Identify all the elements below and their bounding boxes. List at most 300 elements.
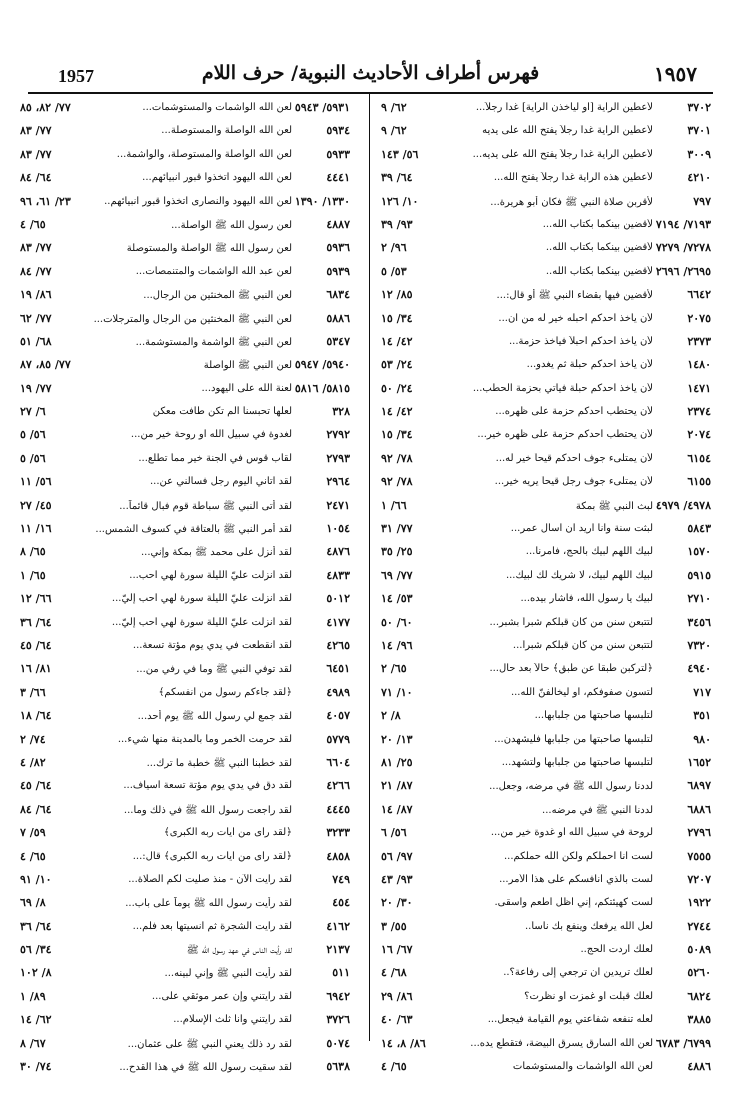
hadith-incipit: لروحة في سبيل الله أو غدوة خير من...: [490, 827, 653, 839]
hadith-incipit: لتتبعن سنن من كان قبلكم شبراً بشبر...: [489, 616, 653, 628]
index-entry: [381, 471, 711, 494]
hadith-number: ٥٩٣١/ ٥٩٤٣: [294, 101, 350, 114]
book-chapter-reference: ٩٦/ ٢: [381, 241, 407, 255]
hadith-incipit: لأن يمتلىء جوف أحدكم قيحاً خير له...: [495, 452, 653, 464]
index-entry: [20, 331, 350, 354]
hadith-number: ٦٤٥١: [326, 662, 350, 676]
hadith-number: ٢٠٧٤: [687, 428, 711, 442]
index-entry: [381, 120, 711, 143]
hadith-incipit: لقد أنزلت عليّ الليلة سورة لهي أحب إليّ...: [111, 616, 292, 628]
index-entry: [381, 541, 711, 564]
hadith-incipit: لقد أنزل على محمد ﷺ بمكة وإني...: [140, 547, 292, 559]
book-chapter-reference: ٢٤/ ٥٠: [381, 381, 413, 395]
book-chapter-reference: ٦٤/ ٤٥: [20, 638, 52, 652]
book-chapter-reference: ٦٨/ ٥١: [20, 334, 52, 348]
index-entry: [381, 378, 711, 401]
index-entry: [20, 612, 350, 635]
hadith-number: ٣٧٠٢: [687, 101, 711, 114]
hadith-incipit: لعله تنفعه شفاعتي يوم القيامة فيجعل...: [487, 1014, 653, 1026]
hadith-number: ١٤٧١: [687, 381, 711, 395]
index-entry: [20, 167, 350, 190]
index-entry: [20, 939, 350, 962]
hadith-number: ٢٦٩٥/ ٢٦٩٦: [655, 264, 711, 278]
index-entry: [381, 916, 711, 939]
book-chapter-reference: ٥٦/ ٥: [20, 428, 46, 442]
index-entry: [20, 1009, 350, 1032]
hadith-number: ٥١١: [332, 966, 350, 980]
book-chapter-reference: ٦٠/ ٥٠: [381, 615, 413, 629]
index-entry: [381, 775, 711, 798]
index-column-right: [381, 97, 711, 1079]
hadith-number: ٧١٩٣/ ٧١٩٤: [655, 217, 711, 231]
hadith-number: ٢٠٧٥: [687, 311, 711, 325]
book-chapter-reference: ٨٢/ ٤: [20, 755, 46, 769]
hadith-incipit: لقاب قوس في الجنة خير مما تطلع...: [138, 452, 292, 464]
hadith-number: ٢٣٧٣: [687, 334, 711, 348]
hadith-number: ٤٢٦٥: [326, 638, 350, 652]
hadith-incipit: لعل الله يرفعك وينفع بك ناساً..: [524, 920, 653, 932]
book-chapter-reference: ٥٦/ ١٤٣: [381, 147, 419, 161]
index-entry: [381, 962, 711, 985]
hadith-incipit: لأن يحتطب أحدكم حزمة على ظهره...: [495, 406, 653, 418]
index-entry: [381, 354, 711, 377]
book-chapter-reference: ٨/ ١٠٢: [20, 966, 52, 980]
index-entry: [20, 518, 350, 541]
hadith-number: ٣٢٣٣: [326, 826, 350, 840]
index-entry: [381, 518, 711, 541]
index-entry: [381, 892, 711, 915]
hadith-incipit: لعن الله اليهود اتخذوا قبور أنبيائهم...: [142, 172, 292, 184]
book-chapter-reference: ٦٤/ ١٨: [20, 709, 52, 723]
book-chapter-reference: ٥٦/ ١١: [20, 475, 52, 489]
hadith-incipit: لأن يأخذ أحدكم حبلة ثم يغدو...: [526, 359, 653, 371]
index-entry: [20, 658, 350, 681]
book-chapter-reference: ٨٦/ ٢٩: [381, 989, 413, 1003]
hadith-number: ٩٨٠: [693, 732, 711, 746]
hadith-incipit: لعنة الله على اليهود...: [201, 382, 292, 394]
index-entry: [381, 331, 711, 354]
hadith-number: ٦٨٩٧: [687, 779, 711, 793]
book-chapter-reference: ٦٢/ ٩: [381, 124, 407, 138]
hadith-number: ٤١٧٧: [326, 615, 350, 629]
index-entry: [381, 658, 711, 681]
hadith-number: ٧١٧: [693, 685, 711, 699]
hadith-incipit: لبيك اللهم لبيك بالحج، فأمرنا...: [525, 546, 653, 558]
hadith-incipit: لأعطين هذه الراية غداً رجلاً يفتح الله...: [493, 172, 653, 184]
book-chapter-reference: ٧٤/ ٣٠: [20, 1060, 52, 1074]
index-entry: [20, 729, 350, 752]
hadith-incipit: لقد حرمت الخمر وما بالمدينة منها شيء...: [117, 733, 292, 745]
hadith-incipit: لقد رد ذلك يعني النبي ﷺ على عثمان...: [127, 1038, 292, 1050]
hadith-number: ٥٨١٥/ ٥٨١٦: [294, 381, 350, 395]
hadith-number: ٥٩٣٤: [326, 124, 350, 138]
index-entry: [381, 1009, 711, 1032]
hadith-number: ٤٨٣٣: [326, 568, 350, 582]
index-entry: [20, 1033, 350, 1056]
book-chapter-reference: ٦٤/ ٣٦: [20, 615, 52, 629]
hadith-number: ٦٨٢٤: [687, 989, 711, 1003]
hadith-incipit: لعلك أردت الحج..: [580, 944, 653, 956]
book-chapter-reference: ٦٦/ ١: [381, 498, 407, 512]
index-entry: [381, 799, 711, 822]
hadith-number: ٣٧٢٦: [326, 1013, 350, 1027]
book-chapter-reference: ٦٨/ ٤: [381, 966, 407, 980]
book-chapter-reference: ٧٨/ ٩٢: [381, 451, 413, 465]
index-entry: [381, 261, 711, 284]
hadith-number: ١٣٣٠/ ١٣٩٠: [294, 194, 350, 208]
hadith-incipit: لعن الله الواشمات والمستوشمات: [512, 1061, 653, 1073]
book-chapter-reference: ٤٢/ ١٤: [381, 405, 413, 419]
hadith-incipit: لتلبسها صاحبتها من جلبابها...: [534, 710, 653, 722]
book-chapter-reference: ٤٢/ ١٤: [381, 334, 413, 348]
hadith-incipit: لقد رأيتني وإن عمر موثقي على...: [151, 990, 292, 1002]
column-divider: [369, 94, 370, 1041]
book-chapter-reference: ٦٥/ ٤: [20, 849, 46, 863]
hadith-incipit: لتلبسها صاحبتها من جلبابها فليشهدن...: [494, 733, 653, 745]
book-chapter-reference: ٢٣/ ٦١، ٩٦: [20, 194, 71, 208]
hadith-number: ١٠٥٤: [326, 522, 350, 536]
hadith-number: ٦١٥٥: [687, 475, 711, 489]
hadith-incipit: لقد انقطعت في يدي يوم مؤتة تسعة...: [132, 639, 292, 651]
book-chapter-reference: ٧٧/ ٦٢: [20, 311, 52, 325]
book-chapter-reference: ٧٧/ ٨٣: [20, 241, 52, 255]
hadith-number: ٧٥٥٥: [687, 849, 711, 863]
hadith-incipit: لعن الله الواشمات والمستوشمات...: [142, 102, 292, 113]
index-entry: [381, 752, 711, 775]
book-chapter-reference: ١٠/ ١٢٦: [381, 194, 419, 208]
hadith-incipit: لقد رأيت رسول الله ﷺ يوماً على باب...: [125, 898, 292, 910]
hadith-incipit: ﴿لقد رأى من آيات ربه الكبرى﴾: [163, 827, 292, 839]
page-number-latin: 1957: [58, 66, 94, 86]
index-entry: [381, 869, 711, 892]
hadith-number: ٥٩٤٠/ ٥٩٤٧: [294, 358, 350, 372]
hadith-incipit: لعلها تحبسنا ألم تكن طافت معكن: [152, 406, 292, 418]
index-entry: [20, 495, 350, 518]
book-chapter-reference: ٧٧/ ٣١: [381, 522, 413, 536]
index-entry: [20, 308, 350, 331]
hadith-incipit: لأقضين فيها بقضاء النبي ﷺ أو قال:...: [496, 290, 653, 302]
hadith-number: ٧٢٧٨/ ٧٢٧٩: [655, 241, 711, 255]
book-chapter-reference: ٦٥/ ٢: [381, 662, 407, 676]
index-column-left: [20, 97, 350, 1079]
book-chapter-reference: ٦٣/ ٤٠: [381, 1013, 413, 1027]
hadith-incipit: لأقضين بينكما بكتاب الله..: [545, 265, 653, 277]
hadith-number: ٢٧١٠: [687, 592, 711, 606]
index-entry: [20, 191, 350, 214]
book-chapter-reference: ٨/ ٦٩: [20, 896, 46, 910]
hadith-incipit: لأعطين الراية غداً رجلاً يفتح الله على يديه: [482, 125, 653, 137]
hadith-number: ٥٩٣٦: [326, 241, 350, 255]
hadith-incipit: لددنا رسول الله ﷺ في مرضه، وجعل...: [489, 781, 653, 793]
hadith-number: ٢٩٦٤: [326, 475, 350, 489]
index-entry: [381, 191, 711, 214]
hadith-number: ٢٧٤٤: [687, 919, 711, 933]
hadith-number: ٥٣٤٧: [326, 334, 350, 348]
hadith-incipit: لقد أنزلت عليّ الليلة سورة لهي أحب...: [129, 569, 292, 581]
hadith-number: ٤٨٨٧: [326, 217, 350, 231]
hadith-number: ٤٩٨٩: [326, 685, 350, 699]
index-entry: [381, 284, 711, 307]
hadith-incipit: لقد أمر النبي ﷺ بالعتاقة في كسوف الشمس...: [95, 524, 292, 536]
hadith-number: ٢٧٩٦: [687, 826, 711, 840]
hadith-number: ٤٢١٠: [687, 171, 711, 185]
index-entry: [20, 916, 350, 939]
index-entry: [20, 214, 350, 237]
hadith-incipit: لأن يأخذ أحدكم حبلة فيأتي بحزمة الحطب...: [472, 382, 653, 394]
index-entry: [381, 986, 711, 1009]
hadith-number: ١٦٥٢: [687, 755, 711, 769]
hadith-number: ٤٨٨٦: [687, 1060, 711, 1074]
book-chapter-reference: ٢٥/ ٨١: [381, 755, 413, 769]
book-chapter-reference: ٧٧/ ٦٩: [381, 568, 413, 582]
index-entry: [381, 424, 711, 447]
index-entry: [20, 97, 350, 120]
book-chapter-reference: ٦٤/ ٤٥: [20, 779, 52, 793]
hadith-incipit: لقد أتى النبي ﷺ سباطة قوم فبال قائماً...: [119, 500, 292, 512]
hadith-number: ٤٨٧٦: [326, 545, 350, 559]
index-entry: [20, 775, 350, 798]
index-entry: [381, 635, 711, 658]
book-chapter-reference: ٦٤/ ٨٤: [20, 802, 52, 816]
hadith-incipit: لعن رسول الله ﷺ الواصلة...: [171, 219, 292, 231]
hadith-number: ٥٨٨٦: [326, 311, 350, 325]
hadith-incipit: لأعطين الراية [أو ليأخذن الراية] غداً رجلاً...: [475, 102, 653, 113]
hadith-number: ٧٤٩: [332, 872, 350, 886]
hadith-number: ٥٩٣٣: [326, 147, 350, 161]
hadith-incipit: لأن يأخذ أحدكم أحبلاً فيأخذ حزمة...: [509, 335, 653, 347]
index-entry: [20, 846, 350, 869]
index-entry: [381, 682, 711, 705]
book-chapter-reference: ٨١/ ١٦: [20, 662, 52, 676]
book-chapter-reference: ٦٦/ ١٢: [20, 592, 52, 606]
hadith-incipit: لأقربن صلاة النبي ﷺ فكان أبو هريرة...: [490, 196, 653, 208]
book-chapter-reference: ٦٤/ ٣٩: [381, 171, 413, 185]
hadith-number: ٤٢٦٦: [326, 779, 350, 793]
hadith-incipit: لعلك قبلت أو غمزت أو نظرت؟: [524, 990, 653, 1002]
page-number-arabic: ١٩٥٧: [654, 62, 697, 86]
hadith-incipit: لعن النبي ﷺ الواشمة والمستوشمة...: [135, 336, 292, 348]
book-chapter-reference: ٥٩/ ٧: [20, 826, 46, 840]
index-entry: [20, 986, 350, 1009]
index-entry: [20, 869, 350, 892]
book-chapter-reference: ٦٥/ ٨: [20, 545, 46, 559]
hadith-number: ٣٥١: [693, 709, 711, 723]
hadith-incipit: لعن النبي ﷺ المخنثين من الرجال والمترجلات...: [93, 313, 292, 325]
index-entry: [20, 635, 350, 658]
hadith-number: ٢١٣٧: [326, 943, 350, 957]
hadith-number: ٥٠٨٩: [687, 943, 711, 957]
index-entry: [381, 495, 711, 518]
index-entry: [381, 401, 711, 424]
hadith-incipit: لتلبسها صاحبتها من جلبابها ولتشهد...: [501, 756, 653, 768]
hadith-incipit: لعن الله السارق يسرق البيضة، فتقطع يده...: [470, 1037, 653, 1049]
hadith-incipit: لتتبعن سنن من كان قبلكم شبراً...: [512, 639, 653, 651]
hadith-number: ٤٥٤: [332, 896, 350, 910]
hadith-incipit: لقد أتاني اليوم رجل فسألني عن...: [149, 476, 292, 488]
index-entry: [381, 729, 711, 752]
index-entry: [20, 682, 350, 705]
hadith-incipit: لعن الله الواصلة والمستوصلة، والواشمة...: [116, 148, 292, 160]
hadith-incipit: لقد توفي النبي ﷺ وما في رفي من...: [136, 664, 292, 676]
book-chapter-reference: ٧٧/ ٨٤: [20, 264, 52, 278]
hadith-number: ٢٤٧١: [326, 498, 350, 512]
hadith-incipit: لعن الله الواصلة والمستوصلة...: [161, 125, 292, 137]
hadith-incipit: لقد رأيت الشجرة ثم أنسيتها بعد فلم...: [132, 920, 292, 932]
hadith-number: ٢٧٩٣: [326, 451, 350, 465]
book-chapter-reference: ٧٧/ ٨٢، ٨٥: [20, 101, 71, 114]
hadith-incipit: لست بالذي أنافسكم على هذا الأمر...: [499, 873, 653, 885]
hadith-incipit: لأقضين بينكما بكتاب الله..: [545, 242, 653, 254]
book-chapter-reference: ١٣/ ٢٠: [381, 732, 413, 746]
index-entry: [20, 120, 350, 143]
hadith-incipit: لقد رأيتني وأنا ثلث الإسلام...: [173, 1014, 292, 1026]
book-chapter-reference: ٨٧/ ٢١: [381, 779, 413, 793]
hadith-incipit: لددنا النبي ﷺ في مرضه...: [542, 804, 653, 816]
index-entry: [381, 214, 711, 237]
hadith-incipit: ﴿لتركبن طبقاً عن طبق﴾ حالاً بعد حال...: [489, 663, 653, 675]
hadith-incipit: لأعطين الراية غداً رجلاً يفتح الله على يديه...: [472, 148, 653, 160]
book-chapter-reference: ٨٩/ ١: [20, 989, 46, 1003]
index-entry: [381, 846, 711, 869]
book-chapter-reference: ٧٨/ ٩٢: [381, 475, 413, 489]
index-entry: [20, 962, 350, 985]
book-chapter-reference: ٢٥/ ٣٥: [381, 545, 413, 559]
book-chapter-reference: ٧٧/ ١٩: [20, 381, 52, 395]
hadith-incipit: لعلك تريدين أن ترجعي إلى رفاعة؟..: [503, 967, 653, 979]
hadith-incipit: لقد سقيت رسول الله ﷺ في هذا القدح...: [119, 1062, 292, 1074]
book-chapter-reference: ٥٣/ ١٤: [381, 592, 413, 606]
hadith-number: ١٤٨٠: [687, 358, 711, 372]
book-chapter-reference: ٦٥/ ٤: [20, 217, 46, 231]
hadith-number: ٢٣٧٤: [687, 405, 711, 419]
hadith-number: ٤٤٤٥: [326, 802, 350, 816]
hadith-incipit: لقد جمع لي رسول الله ﷺ يوم أحد...: [137, 711, 292, 723]
hadith-number: ٧٩٧: [693, 194, 711, 208]
hadith-number: ٦١٥٤: [687, 451, 711, 465]
hadith-incipit: لقد راجعت رسول الله ﷺ في ذلك وما...: [123, 804, 292, 816]
index-entry: [381, 939, 711, 962]
hadith-incipit: لقد رأيت النبي ﷺ وإني لبينه...: [164, 968, 292, 980]
index-entry: [381, 144, 711, 167]
hadith-number: ٢٧٩٢: [326, 428, 350, 442]
book-chapter-reference: ٣٤/ ١٥: [381, 311, 413, 325]
book-chapter-reference: ٧٤/ ٢: [20, 732, 46, 746]
index-entry: [20, 705, 350, 728]
index-entry: [20, 237, 350, 260]
book-chapter-reference: ٨/ ٢: [381, 709, 401, 723]
book-chapter-reference: ٢٤/ ٥٣: [381, 358, 413, 372]
hadith-number: ٥٨٤٣: [687, 522, 711, 536]
header-rule: [28, 92, 713, 94]
index-entry: [20, 378, 350, 401]
index-entry: [381, 167, 711, 190]
hadith-incipit: لتسون صفوفكم، أو ليخالفنّ الله...: [510, 686, 653, 698]
hadith-number: ٥٩١٥: [687, 568, 711, 582]
hadith-number: ٥٧٧٩: [326, 732, 350, 746]
hadith-number: ٣٨٨٥: [687, 1013, 711, 1027]
hadith-incipit: لأقضين بينكما بكتاب الله...: [542, 218, 653, 230]
hadith-number: ٣٢٨: [332, 405, 350, 419]
index-entry: [20, 565, 350, 588]
hadith-incipit: لغدوة في سبيل الله أو روحة خير من...: [130, 429, 292, 441]
hadith-number: ٦٩٤٢: [326, 989, 350, 1003]
hadith-incipit: لعن النبي ﷺ المخنثين من الرجال...: [143, 290, 292, 302]
page-title: فهرس أطراف الأحاديث النبوية/ حرف اللام: [201, 62, 540, 84]
hadith-number: ٣٠٠٩: [687, 147, 711, 161]
index-entry: [381, 448, 711, 471]
page-header: [28, 60, 713, 90]
index-entry: [381, 565, 711, 588]
hadith-number: ٥٠١٢: [326, 592, 350, 606]
hadith-number: ١٩٢٢: [687, 896, 711, 910]
index-entry: [20, 401, 350, 424]
hadith-number: ٤٨٥٨: [326, 849, 350, 863]
index-entry: [381, 822, 711, 845]
book-chapter-reference: ٥٦/ ٥: [20, 451, 46, 465]
index-entry: [381, 588, 711, 611]
index-entry: [20, 448, 350, 471]
book-chapter-reference: ٥٦/ ٦: [381, 826, 407, 840]
book-chapter-reference: ٣٤/ ٥٦: [20, 943, 52, 957]
hadith-incipit: لست كهيئتكم، إني أظل أطعم وأسقى.: [494, 897, 653, 909]
index-entry: [20, 424, 350, 447]
index-entry: [381, 1056, 711, 1079]
hadith-incipit: ﴿لقد جاءكم رسول من أنفسكم﴾: [158, 686, 292, 698]
index-entry: [20, 752, 350, 775]
book-chapter-reference: ٦٢/ ١٤: [20, 1013, 52, 1027]
index-entry: [20, 1056, 350, 1079]
book-chapter-reference: ٥٥/ ٣: [381, 919, 407, 933]
book-chapter-reference: ٦٧/ ١٦: [381, 943, 413, 957]
book-chapter-reference: ٦٥/ ١: [20, 568, 46, 582]
hadith-incipit: لقد رأيت الآن - منذ صليت لكم الصلاة...: [128, 873, 292, 885]
book-chapter-reference: ٨٥/ ١٢: [381, 288, 413, 302]
hadith-number: ٣٤٥٦: [687, 615, 711, 629]
index-entry: [20, 471, 350, 494]
hadith-incipit: لبيك اللهم لبيك، لا شريك لك لبيك...: [505, 569, 653, 581]
hadith-incipit: لبث النبي ﷺ بمكة: [575, 500, 653, 512]
hadith-number: ٧٢٠٧: [687, 872, 711, 886]
book-chapter-reference: ٦/ ٢٧: [20, 405, 46, 419]
book-chapter-reference: ١٠/ ٩١: [20, 872, 52, 886]
book-chapter-reference: ٦٤/ ٨٤: [20, 171, 52, 185]
index-entry: [20, 144, 350, 167]
hadith-incipit: لأن يأخذ أحدكم أحبله خير له من أن...: [498, 312, 653, 324]
book-chapter-reference: ٦٢/ ٩: [381, 101, 407, 114]
index-entry: [381, 705, 711, 728]
hadith-incipit: لأن يمتلىء جوف رجل قيحاً يريه خير...: [494, 476, 653, 488]
hadith-number: ٧٣٢٠: [687, 638, 711, 652]
hadith-number: ٤٠٥٧: [326, 709, 350, 723]
hadith-number: ٦٧٩٩/ ٦٧٨٣: [655, 1036, 711, 1050]
index-entry: [20, 588, 350, 611]
hadith-number: ٤٤٤١: [326, 171, 350, 185]
index-entry: [20, 284, 350, 307]
hadith-number: ٦٨٨٦: [687, 802, 711, 816]
book-chapter-reference: ٩٦/ ١٤: [381, 638, 413, 652]
hadith-incipit: لعن النبي ﷺ الواصلة: [203, 360, 292, 372]
book-chapter-reference: ٧٧/ ٨٥، ٨٧: [20, 358, 71, 372]
index-entry: [381, 237, 711, 260]
hadith-incipit: لأن يحتطب أحدكم حزمة على ظهره خير...: [477, 429, 653, 441]
book-chapter-reference: ٩٧/ ٥٦: [381, 849, 413, 863]
book-chapter-reference: ٨٦/ ٨، ١٤: [381, 1036, 426, 1050]
hadith-number: ٦٦٤٢: [687, 288, 711, 302]
book-chapter-reference: ٥٣/ ٥: [381, 264, 407, 278]
hadith-number: ١٥٧٠: [687, 545, 711, 559]
index-entry: [20, 892, 350, 915]
index-entry: [20, 799, 350, 822]
